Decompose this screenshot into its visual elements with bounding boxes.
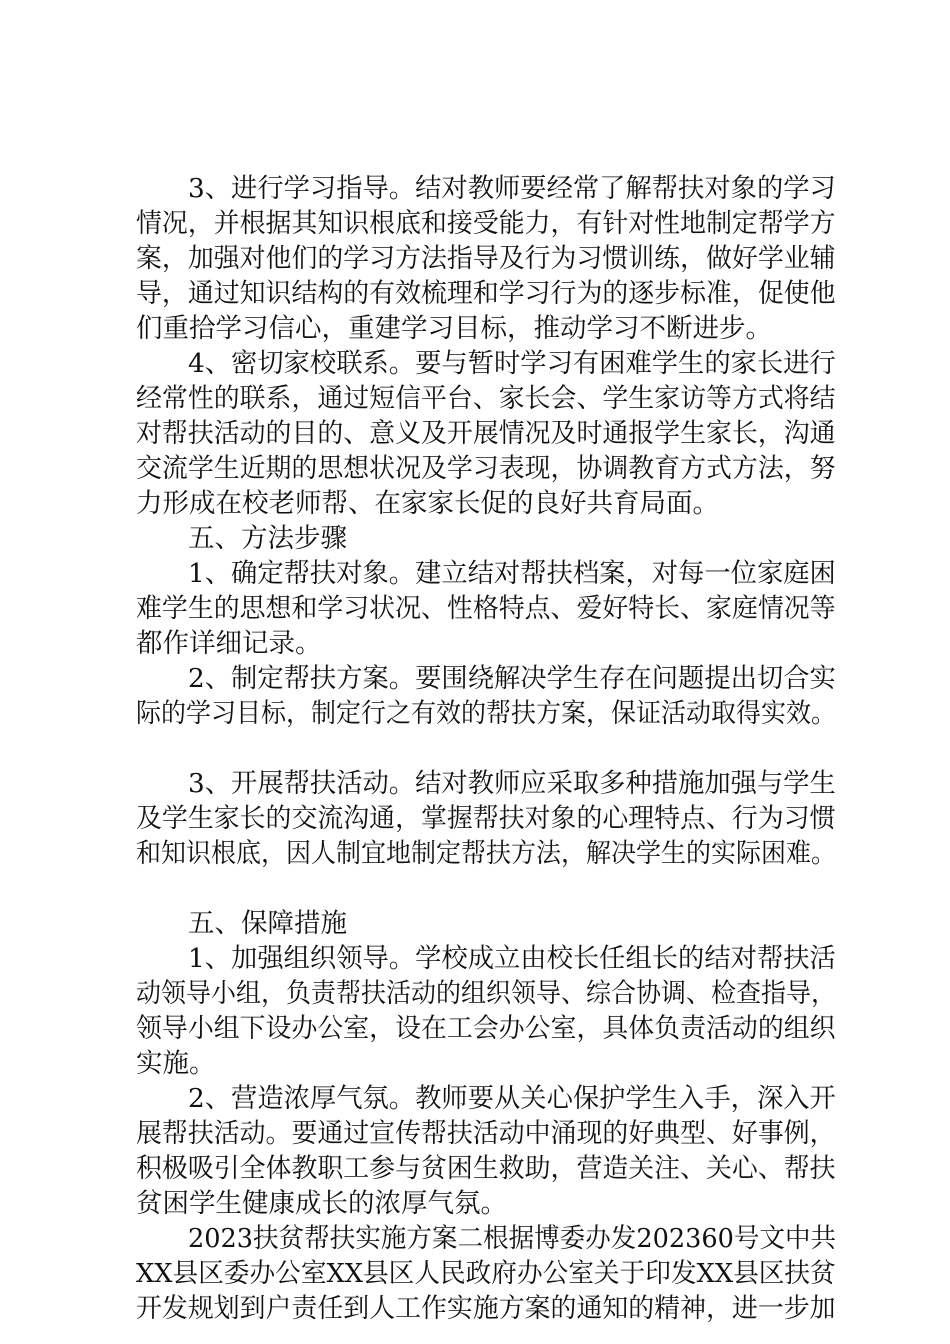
text-line: 实施。 — [136, 1048, 216, 1079]
text-line: 及学生家长的交流沟通，掌握帮扶对象的心理特点、行为习惯 — [136, 803, 836, 834]
text-line: 对帮扶活动的目的、意义及开展情况及时通报学生家长，沟通 — [136, 418, 836, 449]
text-line: 4、密切家校联系。要与暂时学习有困难学生的家长进行 — [188, 348, 836, 379]
text-line: 2、营造浓厚气氛。教师要从关心保护学生入手，深入开 — [188, 1083, 836, 1114]
text-line: 力形成在校老师帮、在家家长促的良好共育局面。 — [136, 488, 719, 519]
text-line: 都作详细记录。 — [136, 628, 322, 659]
section-heading: 五、方法步骤 — [188, 523, 347, 554]
text-line: 展帮扶活动。要通过宣传帮扶活动中涌现的好典型、好事例， — [136, 1118, 836, 1149]
text-line: 开发规划到户责任到人工作实施方案的通知的精神，进一步加 — [136, 1293, 836, 1324]
text-line: 交流学生近期的思想状况及学习表现，协调教育方式方法，努 — [136, 453, 836, 484]
text-line: 1、确定帮扶对象。建立结对帮扶档案，对每一位家庭困 — [188, 558, 836, 589]
text-line: 贫困学生健康成长的浓厚气氛。 — [136, 1188, 507, 1219]
text-line: 难学生的思想和学习状况、性格特点、爱好特长、家庭情况等 — [136, 593, 836, 624]
text-line: 经常性的联系，通过短信平台、家长会、学生家访等方式将结 — [136, 383, 836, 414]
text-line: 积极吸引全体教职工参与贫困生救助，营造关注、关心、帮扶 — [136, 1153, 836, 1184]
text-line: 们重拾学习信心，重建学习目标，推动学习不断进步。 — [136, 313, 772, 344]
text-line: 2、制定帮扶方案。要围绕解决学生存在问题提出切合实 — [188, 663, 836, 694]
text-line: 1、加强组织领导。学校成立由校长任组长的结对帮扶活 — [188, 943, 836, 974]
text-line: XX县区委办公室XX县区人民政府办公室关于印发XX县区扶贫 — [136, 1258, 836, 1289]
text-line: 2023扶贫帮扶实施方案二根据博委办发202360号文中共 — [188, 1223, 837, 1254]
text-line: 领导小组下设办公室，设在工会办公室，具体负责活动的组织 — [136, 1013, 836, 1044]
text-line: 动领导小组，负责帮扶活动的组织领导、综合协调、检查指导， — [136, 978, 837, 1009]
text-line: 和知识根底，因人制宜地制定帮扶方法，解决学生的实际困难。 — [136, 838, 837, 869]
section-heading: 五、保障措施 — [188, 908, 347, 939]
text-line: 情况，并根据其知识根底和接受能力，有针对性地制定帮学方 — [136, 208, 836, 239]
text-line: 3、开展帮扶活动。结对教师应采取多种措施加强与学生 — [188, 768, 836, 799]
text-line: 际的学习目标，制定行之有效的帮扶方案，保证活动取得实效。 — [136, 698, 837, 729]
text-line: 3、进行学习指导。结对教师要经常了解帮扶对象的学习 — [188, 173, 836, 204]
text-line: 导，通过知识结构的有效梳理和学习行为的逐步标准，促使他 — [136, 278, 836, 309]
text-line: 案，加强对他们的学习方法指导及行为习惯训练，做好学业辅 — [136, 243, 836, 274]
